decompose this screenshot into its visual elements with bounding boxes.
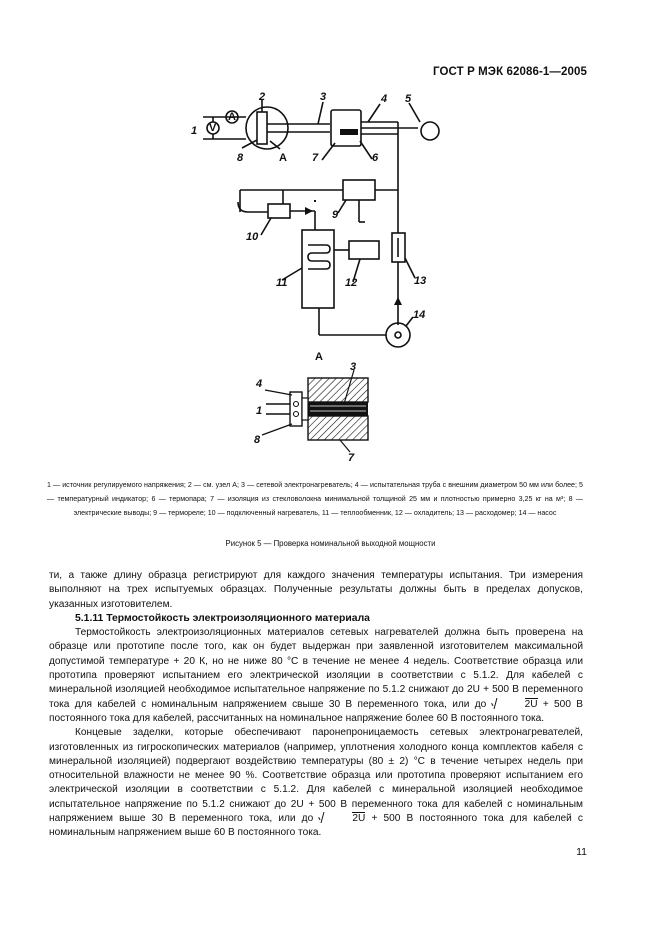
cooler — [349, 241, 379, 259]
label-volt: V — [209, 122, 217, 134]
pump — [386, 323, 410, 347]
label-amp: A — [228, 111, 236, 123]
figure-caption: Рисунок 5 — Проверка номинальной выходной мощности — [225, 539, 436, 548]
paragraph-heat-resistance — [49, 626, 583, 726]
paragraph-text: + 500 В постоянного тока для кабелей с номинальным напряжением выше 60 В постоянного тока. — [49, 813, 583, 839]
detail-label-8: 8 — [254, 434, 261, 446]
label-9: 9 — [332, 209, 339, 221]
terminal-block — [257, 112, 267, 144]
paragraph-text: + 500 В постоянного тока для кабелей, рассчитанных на номинальное напряжение более 60 В постоянного тока. — [49, 698, 584, 724]
label-2: 2 — [259, 91, 266, 103]
temperature-indicator — [421, 122, 439, 140]
page-number: 11 — [576, 846, 587, 858]
standard-header: ГОСТ Р МЭК 62086-1—2005 — [433, 66, 587, 78]
label-11: 11 — [276, 277, 288, 289]
test-pipe — [331, 110, 361, 146]
label-8: 8 — [237, 152, 244, 164]
label-10: 10 — [246, 231, 259, 243]
label-14: 14 — [413, 309, 426, 321]
label-4: 4 — [381, 93, 388, 105]
figure-legend: 1 — источник регулируемого напряжения; 2 — см. узел А; 3 — сетевой электронагреватель; 4 — испытательная труба с внешним диаметром 50 мм или более; 5 — температурный индикатор; 6 — термопара; 7 — изоляция из стекловолокна минимальной толщиной 25 мм и плотностью примерно 3,25 кг на м³; 8 — электрические выводы; 9 — термореле; 10 — подключенный нагреватель, 11 — теплообменник, 12 — охладитель; 13 — расходомер; 14 — насос — [47, 481, 583, 517]
paragraph-text: Концевые заделки, которые обеспечивают паронепроницаемость сетевых электронагревателей, изготовленных из гигроскопических материалов (например, уплотнения холодного конца комплектов кабеля с минеральной изоляцией) подвергают воздействию температуры (80 ± 2) °С в течение четырех недель при относительной влажности не менее 90 %. Соответствие образца или прототипа проверяют испытанием его электрической изоляции в соответствии с 5.1.2. Для кабелей с минеральной изоляцией необходимое испытательное напряжение по 5.1.2 снижают до 2U + 500 В переменного тока для кабелей с номинальным напряжением выше 30 В переменного тока, или до — [49, 727, 583, 825]
paragraph-text: 2U + 500 В переменного тока для кабелей с номинальным напряжением свыше 30 В переменного тока, или до — [49, 684, 584, 710]
sqrt-symbol — [319, 812, 365, 826]
label-13: 13 — [414, 275, 427, 287]
label-1: 1 — [191, 125, 198, 137]
connected-heater — [268, 204, 290, 218]
detail-label-4: 4 — [256, 378, 263, 390]
label-node-a: A — [279, 152, 287, 164]
sqrt-symbol — [492, 698, 538, 712]
paragraph-continuation: ти, а также длину образца регистрируют для каждого значения температуры испытания. Три измерения выполняют на трех испытуемых образцах. Полученные результаты должны быть в пределах допусков, указанных изготовителем. — [49, 570, 583, 610]
detail-title: А — [315, 351, 323, 363]
section-heading: 5.1.11 Термостойкость электроизоляционного материала — [75, 612, 370, 624]
detail-label-3: 3 — [350, 361, 357, 373]
sqrt-term: 2U — [524, 698, 538, 710]
thermocouple — [340, 129, 358, 135]
detail-a — [262, 370, 368, 452]
label-7: 7 — [312, 152, 319, 164]
detail-label-7: 7 — [348, 452, 355, 464]
sqrt-term: 2U — [352, 813, 366, 825]
paragraph-text: Термостойкость электроизоляционных материалов сетевых нагревателей должна быть проверена на образце или прототипе после того, как он будет выдержан при заявленной изготовителем максимальной допустимой температуре + 20 К, но не ниже 80 °С в течение не менее 4 недель. Соответствие образца или прототипа проверяют испытанием его электрической изоляции в соответствии с 5.1.2. Для кабелей с минеральной изоляцией необходимое испытательное напряжение по 5.1.2 снижают до — [49, 627, 583, 696]
body-text — [49, 569, 583, 841]
label-6: 6 — [372, 152, 379, 164]
thermo-relay — [343, 180, 375, 200]
label-3: 3 — [320, 91, 327, 103]
detail-label-1: 1 — [256, 405, 263, 417]
label-12: 12 — [345, 277, 358, 289]
label-5: 5 — [405, 93, 412, 105]
paragraph-end-seals — [49, 726, 583, 840]
